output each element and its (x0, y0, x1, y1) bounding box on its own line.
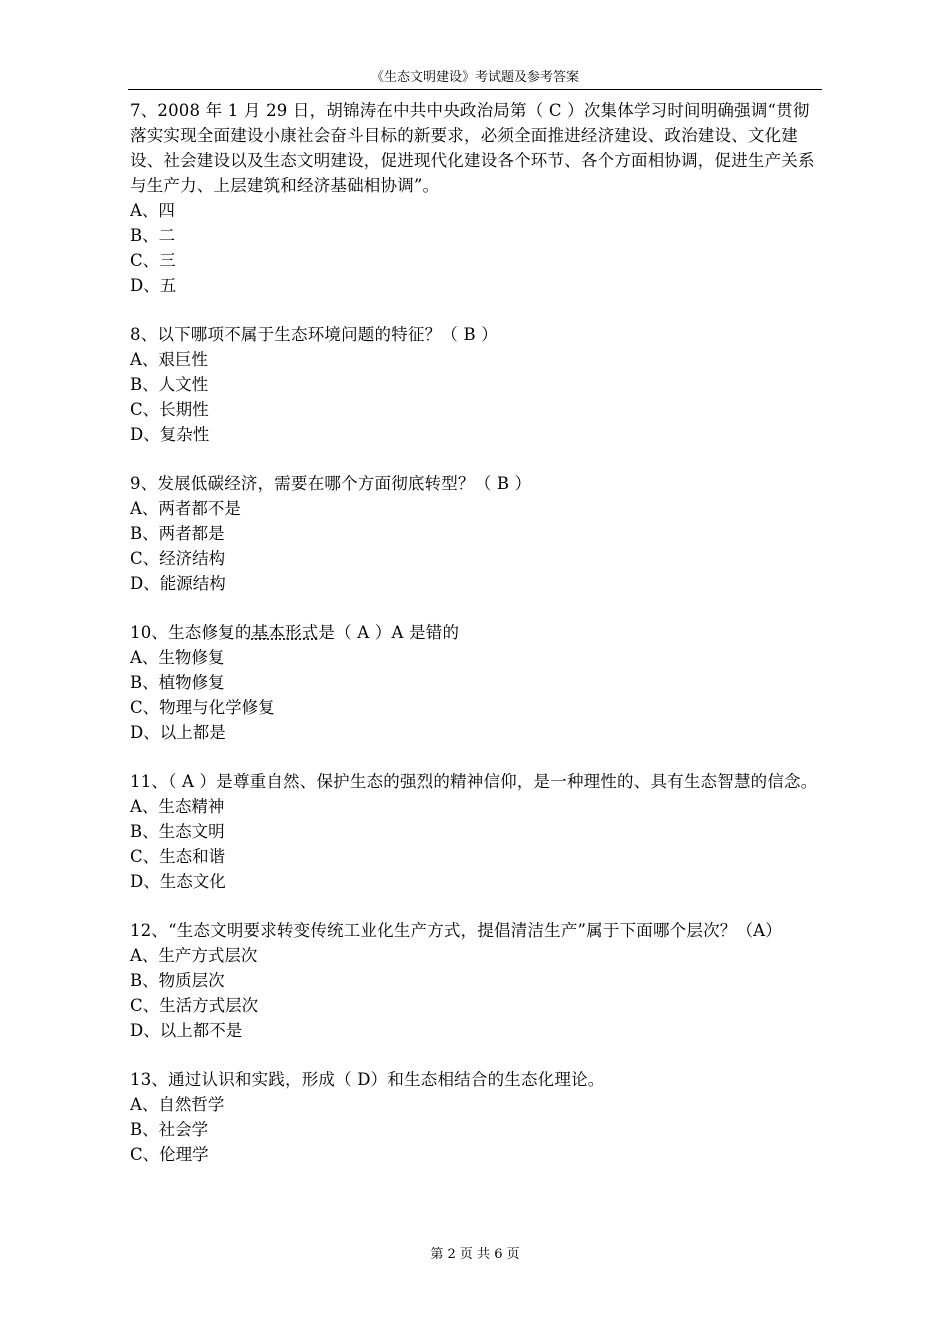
option-c: C、长期性 (130, 400, 209, 419)
option-a: A、四 (130, 201, 175, 220)
option-b: B、物质层次 (130, 971, 225, 990)
document-title: 《生态文明建设》考试题及参考答案 (370, 70, 579, 85)
question-text: 9、发展低碳经济，需要在哪个方面彻底转型？（ B ） (130, 474, 532, 493)
option-c: C、物理与化学修复 (130, 698, 275, 717)
question-9 (130, 471, 822, 596)
option-c: C、生态和谐 (130, 847, 226, 866)
option-b: B、植物修复 (130, 673, 225, 692)
option-d: D、以上都是 (130, 723, 226, 742)
page-header (128, 70, 822, 90)
option-a: A、生物修复 (130, 648, 225, 667)
option-b: B、生态文明 (130, 822, 225, 841)
question-list (130, 98, 822, 1191)
option-a: A、生态精神 (130, 797, 225, 816)
option-c: C、三 (130, 251, 176, 270)
question-text: 12、“生态文明要求转变传统工业化生产方式，提倡清洁生产”属于下面哪个层次？（A） (130, 921, 782, 940)
question-text: 11、（ A ）是尊重自然、保护生态的强烈的精神信仰，是一种理性的、具有生态智慧的信念。 (130, 772, 818, 791)
option-d: D、能源结构 (130, 574, 226, 593)
option-c: C、生活方式层次 (130, 996, 259, 1015)
question-text-start: 10、生态修复的 (130, 623, 252, 642)
question-11 (130, 769, 822, 894)
option-b: B、两者都是 (130, 524, 225, 543)
question-10 (130, 620, 822, 745)
option-a: A、生产方式层次 (130, 946, 258, 965)
page-number: 第 2 页 共 6 页 (430, 1247, 520, 1262)
question-12 (130, 918, 822, 1043)
page-footer (0, 1247, 950, 1263)
option-c: C、伦理学 (130, 1145, 209, 1164)
option-d: D、复杂性 (130, 425, 210, 444)
underlined-phrase: 基本形式 (251, 623, 319, 642)
question-text: 7、2008 年 1 月 29 日，胡锦涛在中共中央政治局第（ C ）次集体学习时间明确强调“贯彻落实实现全面建设小康社会奋斗目标的新要求，必须全面推进经济建设、政治建设、文化建设、社会建设以及生态文明建设，促进现代化建设各个环节、各个方面相协调，促进生产关系与生产力、上层建筑和经济基础相协调”。 (130, 101, 815, 195)
option-b: B、社会学 (130, 1120, 209, 1139)
question-text: 13、通过认识和实践，形成（ D）和生态相结合的生态化理论。 (130, 1070, 605, 1089)
question-8 (130, 322, 822, 447)
option-b: B、二 (130, 226, 176, 245)
option-c: C、经济结构 (130, 549, 226, 568)
question-text: 8、以下哪项不属于生态环境问题的特征？（ B ） (130, 325, 498, 344)
option-b: B、人文性 (130, 375, 209, 394)
question-13 (130, 1067, 822, 1167)
option-d: D、以上都不是 (130, 1021, 243, 1040)
option-a: A、两者都不是 (130, 499, 241, 518)
question-text-end: 是（ A ）A 是错的 (318, 623, 460, 642)
option-d: D、五 (130, 276, 177, 295)
option-a: A、自然哲学 (130, 1095, 225, 1114)
option-a: A、艰巨性 (130, 350, 208, 369)
question-text (130, 620, 822, 645)
option-d: D、生态文化 (130, 872, 226, 891)
question-7 (130, 98, 822, 298)
